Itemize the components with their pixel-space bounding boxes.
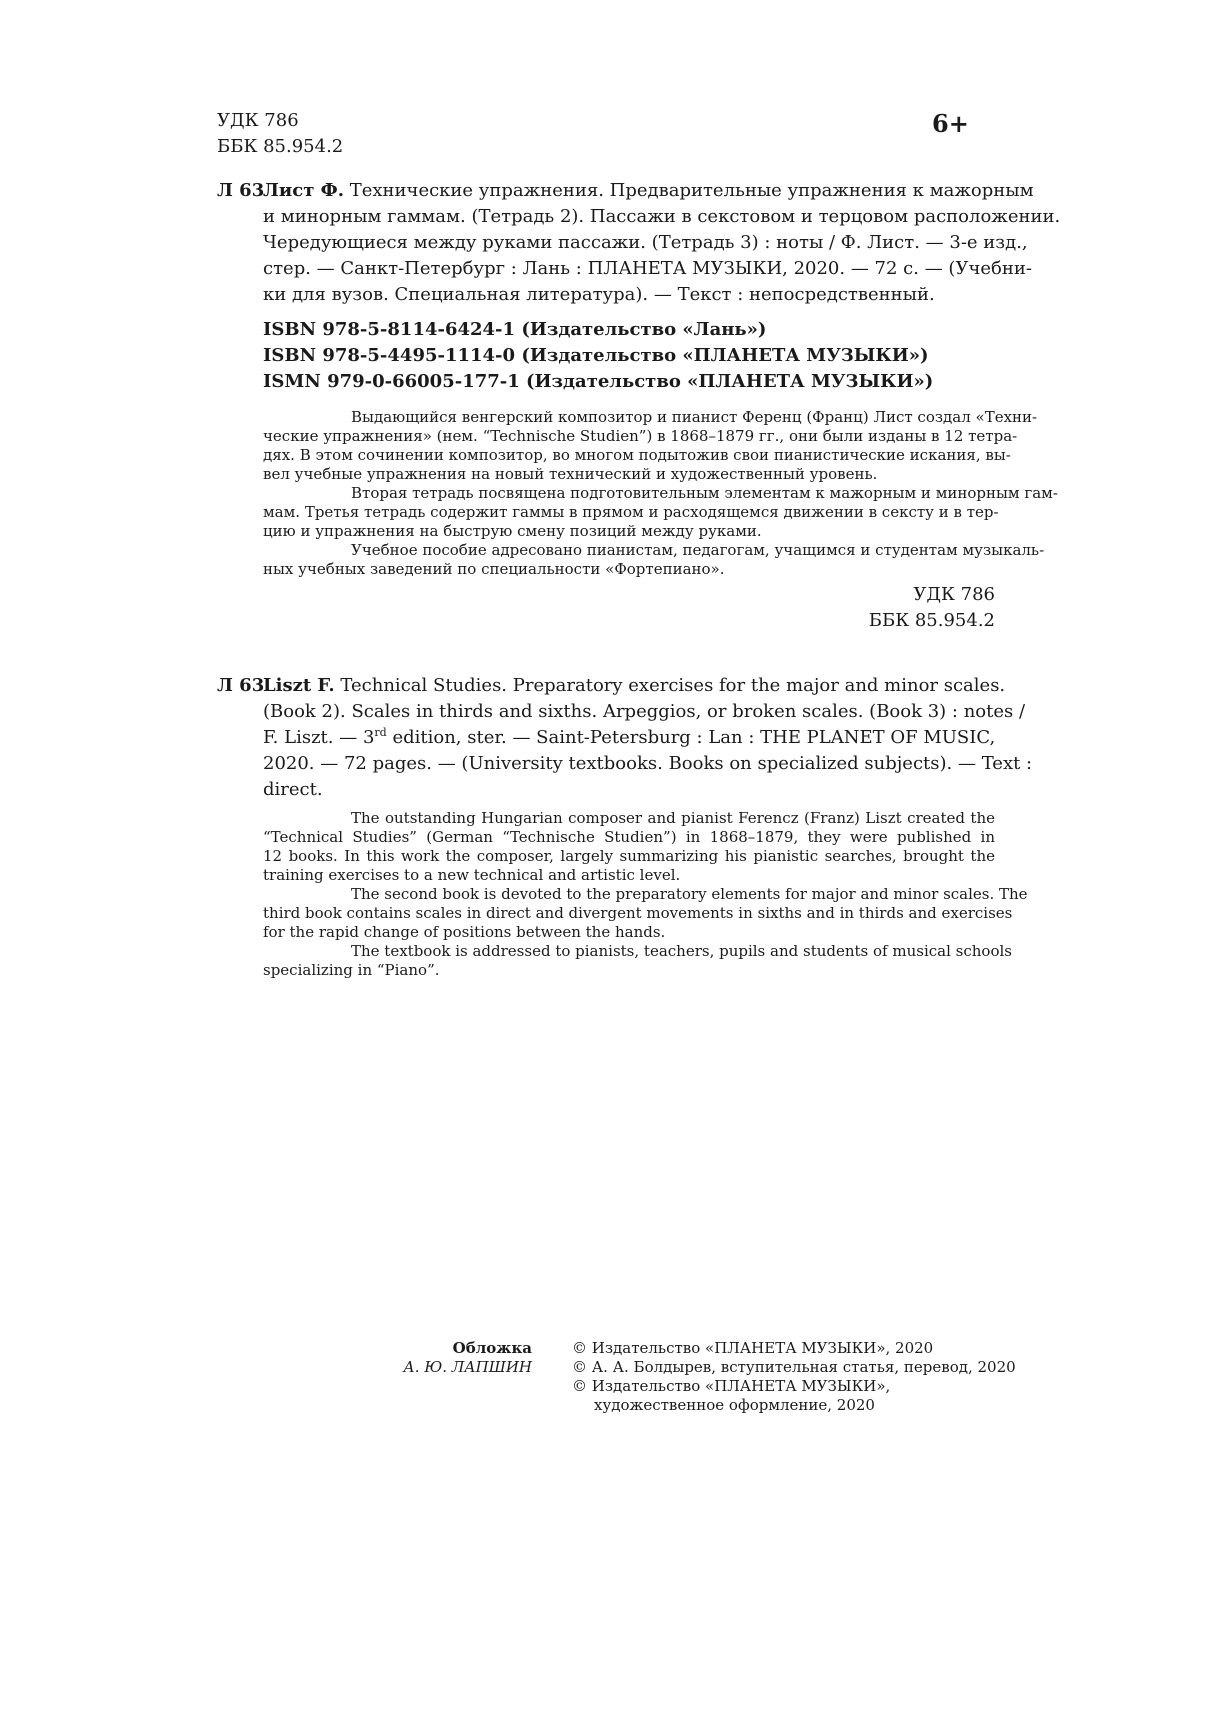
ru-record-line: Чередующиеся между руками пассажи. (Тетрадь 3) : ноты / Ф. Лист. — 3-е изд., [263, 232, 1028, 253]
ru-record [217, 178, 1061, 308]
ru-record-line: ки для вузов. Специальная литература). — Текст : непосредственный. [263, 284, 935, 305]
age-rating: 6+ [932, 109, 969, 138]
copyright-line: художественное оформление, 2020 [594, 1396, 875, 1414]
ru-record-author: Лист Ф. [263, 180, 344, 201]
copyright-block [572, 1339, 1016, 1415]
en-record-line: (Book 2). Scales in thirds and sixths. Arpeggios, or broken scales. (Book 3) : notes / [263, 701, 1026, 722]
en-abstract-p2: The second book is devoted to the preparatory elements for major and minor scales. The third book contains scales in direct and divergent movements in sixths and in thirds and exercises for the rapid change of positions between the hands. [263, 885, 1028, 941]
cover-label: Обложка [452, 1339, 532, 1357]
ismn-planet: ISMN 979-0-66005-177-1 (Издательство «ПЛАНЕТА МУЗЫКИ») [263, 371, 934, 392]
abstract-bbk: ББК 85.954.2 [868, 610, 995, 631]
en-record-author: Liszt F. [263, 675, 335, 696]
en-record-line: 2020. — 72 pages. — (University textbooks. Books on specialized subjects). — Text : [263, 753, 1033, 774]
copyright-line: © А. А. Болдырев, вступительная статья, перевод, 2020 [572, 1358, 1016, 1376]
en-record-line: F. Liszt. — 3rd edition, ster. — Saint-Petersburg : Lan : THE PLANET OF MUSIC, [263, 726, 996, 748]
cover-credit [380, 1339, 532, 1377]
abstract-udk: УДК 786 [913, 584, 995, 605]
bbk-code: ББК 85.954.2 [217, 136, 344, 157]
ru-abstract-classification [795, 582, 995, 634]
ru-abstract-p3: Учебное пособие адресовано пианистам, педагогам, учащимся и студентам музыкаль- ных учебных заведений по специальности «Фортепиано». [263, 541, 1045, 578]
en-abstract-p1: The outstanding Hungarian composer and pianist Ferencz (Franz) Liszt created the “Technical Studies” (German “Technische Studien”) in 1868–1879, they were published in 12 books. In this work the composer, largely summarizing his pianistic searches, brought the training exercises to a new technical and artistic level. [263, 809, 995, 884]
ru-record-code: Л 63 [217, 180, 265, 201]
isbn-lan: ISBN 978-5-8114-6424-1 (Издательство «Лань») [263, 319, 767, 340]
copyright-line: © Издательство «ПЛАНЕТА МУЗЫКИ», [572, 1377, 891, 1395]
en-record-line: Technical Studies. Preparatory exercises for the major and minor scales. [340, 675, 1006, 696]
ru-record-line: Технические упражнения. Предварительные упражнения к мажорным [349, 180, 1034, 201]
isbn-planet: ISBN 978-5-4495-1114-0 (Издательство «ПЛАНЕТА МУЗЫКИ») [263, 345, 929, 366]
en-record [217, 673, 1033, 803]
isbn-block [263, 317, 933, 395]
ru-record-line: и минорным гаммам. (Тетрадь 2). Пассажи в секстовом и терцовом расположении. [263, 206, 1061, 227]
ru-abstract-p1: Выдающийся венгерский композитор и пианист Ференц (Франц) Лист создал «Техни- ческие упражнения» (нем. “Technische Studien”) в 1868–1879 гг., они были изданы в 12 тетра- дях. В этом сочинении композитор, во многом подытожив свои пианистические искания, вы- вел учебные упражнения на новый технический и художественный уровень. [263, 408, 1038, 483]
udk-code: УДК 786 [217, 110, 299, 131]
en-record-line: direct. [263, 779, 323, 800]
ru-abstract-p2: Вторая тетрадь посвящена подготовительным элементам к мажорным и минорным гам- мам. Третья тетрадь содержит гаммы в прямом и расходящемся движении в сексту и в тер- цию и упражнения на быструю смену позиций между руками. [263, 484, 1058, 540]
header-classification [217, 108, 343, 160]
en-record-code: Л 63 [217, 675, 265, 696]
en-abstract [263, 809, 1028, 980]
en-abstract-p3: The textbook is addressed to pianists, teachers, pupils and students of musical schools specializing in “Piano”. [263, 942, 1012, 979]
cover-artist: А. Ю. ЛАПШИН [403, 1358, 532, 1376]
copyright-line: © Издательство «ПЛАНЕТА МУЗЫКИ», 2020 [572, 1339, 934, 1357]
ru-abstract [263, 408, 1058, 579]
ru-record-line: стер. — Санкт-Петербург : Лань : ПЛАНЕТА МУЗЫКИ, 2020. — 72 с. — (Учебни- [263, 258, 1032, 279]
